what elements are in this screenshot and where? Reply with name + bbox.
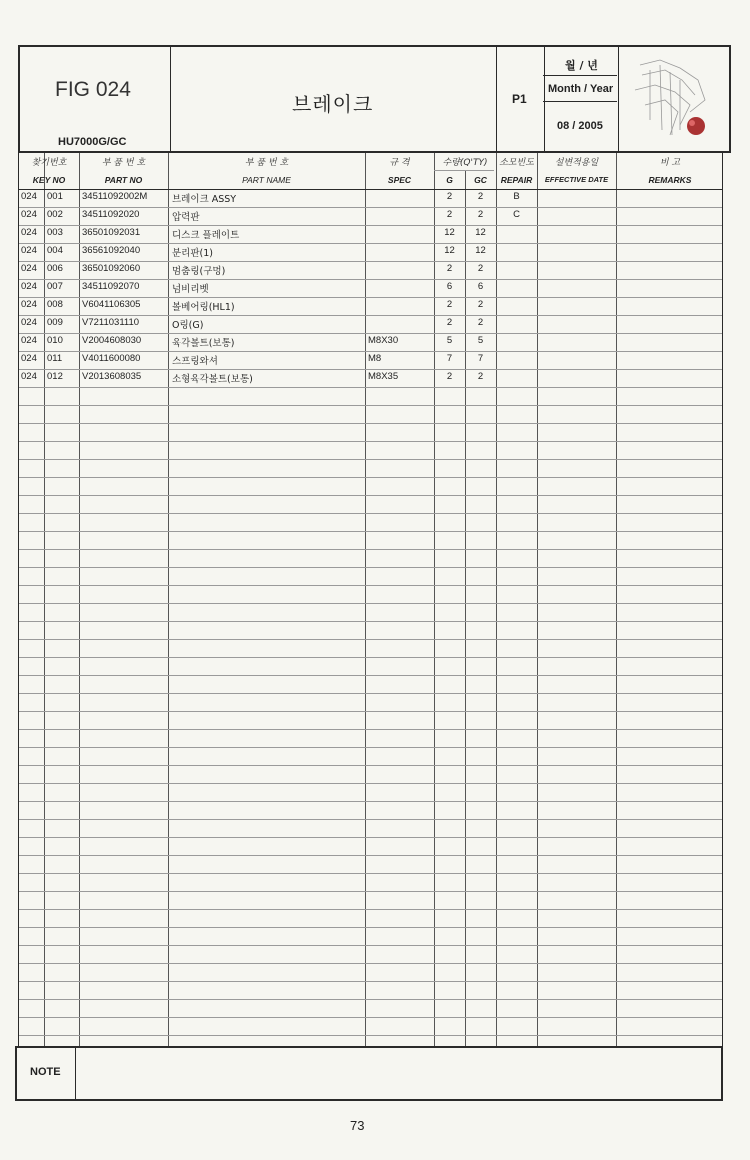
row-line <box>19 855 722 856</box>
cell-name: 멈춤링(구멍) <box>172 266 226 277</box>
cell-g: 12 <box>444 227 455 238</box>
cell-key: 012 <box>47 371 63 382</box>
cell-gc: 2 <box>477 209 484 220</box>
cell-g: 2 <box>446 317 453 328</box>
header-remarks-ko: 비 고 <box>659 158 681 168</box>
header-effective-date: EFFECTIVE DATE <box>544 175 609 184</box>
cell-part-no: 34511092020 <box>82 209 140 220</box>
row-line <box>19 729 722 730</box>
cell-fig: 024 <box>21 353 37 364</box>
note-box <box>15 1046 723 1101</box>
month-year-label-en: Month / Year <box>548 83 614 95</box>
cell-name: 볼베어링(HL1) <box>172 302 235 313</box>
row-line <box>19 297 722 298</box>
header-qty-gc: GC <box>474 175 487 185</box>
cell-repair: B <box>513 191 520 202</box>
cell-name: 넘비리벳 <box>172 284 209 295</box>
row-line <box>19 819 722 820</box>
column-divider <box>496 153 497 1046</box>
header-divider <box>544 47 545 151</box>
cell-key: 002 <box>47 209 63 220</box>
cell-part-no: 36501092031 <box>82 227 141 238</box>
header-spec: SPEC <box>387 175 412 185</box>
row-line <box>19 477 722 478</box>
column-divider <box>44 153 45 1046</box>
header-divider <box>543 101 617 102</box>
row-line <box>19 603 722 604</box>
cell-key: 003 <box>47 227 63 238</box>
header-effective-date-ko: 설변적용일 <box>554 158 599 168</box>
cell-key: 006 <box>47 263 63 274</box>
row-line <box>19 837 722 838</box>
cell-name: 스프링와셔 <box>172 356 218 367</box>
row-line <box>19 225 722 226</box>
row-line <box>19 891 722 892</box>
cell-gc: 6 <box>477 281 484 292</box>
cell-key: 004 <box>47 245 63 256</box>
cell-fig: 024 <box>21 299 37 310</box>
cell-part-no: V6041106305 <box>82 299 141 310</box>
header-part-no-ko: 부 품 번 호 <box>101 158 146 168</box>
note-label: NOTE <box>30 1066 61 1078</box>
cell-key: 001 <box>47 191 63 202</box>
row-line <box>19 549 722 550</box>
cell-fig: 024 <box>21 245 37 256</box>
cell-g: 2 <box>446 263 453 274</box>
header-part-name-ko: 부 품 번 호 <box>244 158 289 168</box>
column-divider <box>616 153 617 1046</box>
cell-part-no: V4011600080 <box>82 353 141 364</box>
row-line <box>19 927 722 928</box>
row-line <box>19 459 722 460</box>
cell-key: 007 <box>47 281 63 292</box>
row-line <box>19 567 722 568</box>
row-line <box>19 621 722 622</box>
cell-name: 소형육각볼트(보통) <box>172 374 253 385</box>
row-line <box>19 531 722 532</box>
row-line <box>19 315 722 316</box>
header-part-name: PART NAME <box>242 175 291 185</box>
cell-gc: 5 <box>477 335 484 346</box>
cell-fig: 024 <box>21 281 37 292</box>
row-line <box>19 657 722 658</box>
cell-gc: 2 <box>477 191 484 202</box>
row-line <box>19 333 722 334</box>
cell-name: 브레이크 ASSY <box>172 194 237 205</box>
row-line <box>19 441 722 442</box>
cell-gc: 2 <box>477 371 484 382</box>
row-line <box>19 189 722 190</box>
row-line <box>19 261 722 262</box>
cell-part-no: 34511092002M <box>82 191 148 202</box>
month-year-label-ko: 월 / 년 <box>565 59 598 72</box>
cell-fig: 024 <box>21 317 37 328</box>
row-line <box>19 963 722 964</box>
header-divider <box>170 47 171 151</box>
row-line <box>19 513 722 514</box>
model-name: HU7000G/GC <box>58 136 127 148</box>
cell-part-no: V2004608030 <box>82 335 142 346</box>
header-qty-g: G <box>446 175 453 185</box>
cell-gc: 2 <box>477 317 484 328</box>
cell-fig: 024 <box>21 209 37 220</box>
cell-g: 2 <box>446 191 453 202</box>
cell-name: 분리판(1) <box>172 248 213 259</box>
header-repair: REPAIR <box>500 175 533 185</box>
row-line <box>19 495 722 496</box>
cell-name: 육각볼트(보통) <box>172 338 235 349</box>
cell-name: 압력판 <box>172 212 200 223</box>
row-line <box>19 873 722 874</box>
cell-key: 011 <box>47 353 63 364</box>
cell-fig: 024 <box>21 263 37 274</box>
cell-spec: M8X30 <box>368 335 399 346</box>
cell-part-no: V7211031110 <box>82 317 140 328</box>
issue-date: 08 / 2005 <box>557 120 603 132</box>
cell-name: O링(G) <box>172 320 204 331</box>
header-remarks: REMARKS <box>648 175 692 185</box>
page-code: P1 <box>512 92 527 106</box>
row-line <box>19 405 722 406</box>
row-line <box>19 1035 722 1036</box>
part-thumbnail-image <box>620 50 720 150</box>
row-line <box>19 693 722 694</box>
cell-key: 009 <box>47 317 63 328</box>
cell-gc: 12 <box>475 227 486 238</box>
header-divider <box>543 75 617 76</box>
cell-g: 7 <box>446 353 453 364</box>
row-line <box>19 639 722 640</box>
cell-key: 010 <box>47 335 63 346</box>
row-line <box>19 981 722 982</box>
row-line <box>19 711 722 712</box>
header-repair-ko: 소모빈도 <box>499 158 534 168</box>
header-spec-ko: 규 격 <box>389 158 410 168</box>
cell-part-no: 36561092040 <box>82 245 141 256</box>
cell-g: 2 <box>446 371 453 382</box>
cell-g: 6 <box>446 281 453 292</box>
cell-gc: 2 <box>477 263 484 274</box>
row-line <box>19 369 722 370</box>
row-line <box>19 279 722 280</box>
row-line <box>19 243 722 244</box>
row-line <box>19 675 722 676</box>
row-line <box>19 423 722 424</box>
row-line <box>19 207 722 208</box>
cell-key: 008 <box>47 299 63 310</box>
column-divider <box>168 153 169 1046</box>
cell-g: 2 <box>446 209 453 220</box>
header-key-no: KEY NO <box>32 175 66 185</box>
parts-table <box>18 153 723 1046</box>
cell-name: 디스크 플레이트 <box>172 230 240 241</box>
row-line <box>19 945 722 946</box>
cell-fig: 024 <box>21 371 37 382</box>
cell-gc: 12 <box>475 245 486 256</box>
header-part-no: PART NO <box>104 175 143 185</box>
cell-g: 2 <box>446 299 453 310</box>
row-line <box>19 783 722 784</box>
header-divider <box>618 47 619 151</box>
cell-gc: 2 <box>477 299 484 310</box>
cell-spec: M8X35 <box>368 371 399 382</box>
column-divider <box>365 153 366 1046</box>
cell-part-no: 36501092060 <box>82 263 141 274</box>
row-line <box>19 1017 722 1018</box>
cell-repair: C <box>513 209 520 220</box>
cell-part-no: V2013608035 <box>82 371 142 382</box>
cell-fig: 024 <box>21 335 37 346</box>
cell-g: 5 <box>446 335 453 346</box>
note-divider <box>75 1046 76 1101</box>
cell-fig: 024 <box>21 191 37 202</box>
cell-fig: 024 <box>21 227 37 238</box>
cell-part-no: 34511092070 <box>82 281 140 292</box>
page-title: 브레이크 <box>292 92 374 116</box>
row-line <box>19 585 722 586</box>
cell-g: 12 <box>444 245 455 256</box>
page-number: 73 <box>350 1118 365 1133</box>
row-line <box>434 170 494 171</box>
cell-spec: M8 <box>368 353 382 364</box>
column-divider <box>537 153 538 1046</box>
row-line <box>19 909 722 910</box>
row-line <box>19 765 722 766</box>
row-line <box>19 387 722 388</box>
row-line <box>19 351 722 352</box>
row-line <box>19 801 722 802</box>
header-qty-ko: 수량(Q'TY) <box>442 158 488 168</box>
column-divider <box>79 153 80 1046</box>
cell-gc: 7 <box>477 353 484 364</box>
figure-number: FIG 024 <box>55 78 131 101</box>
header-divider <box>496 47 497 151</box>
row-line <box>19 999 722 1000</box>
header-key-no-ko: 찾기번호 <box>31 158 67 168</box>
row-line <box>19 747 722 748</box>
